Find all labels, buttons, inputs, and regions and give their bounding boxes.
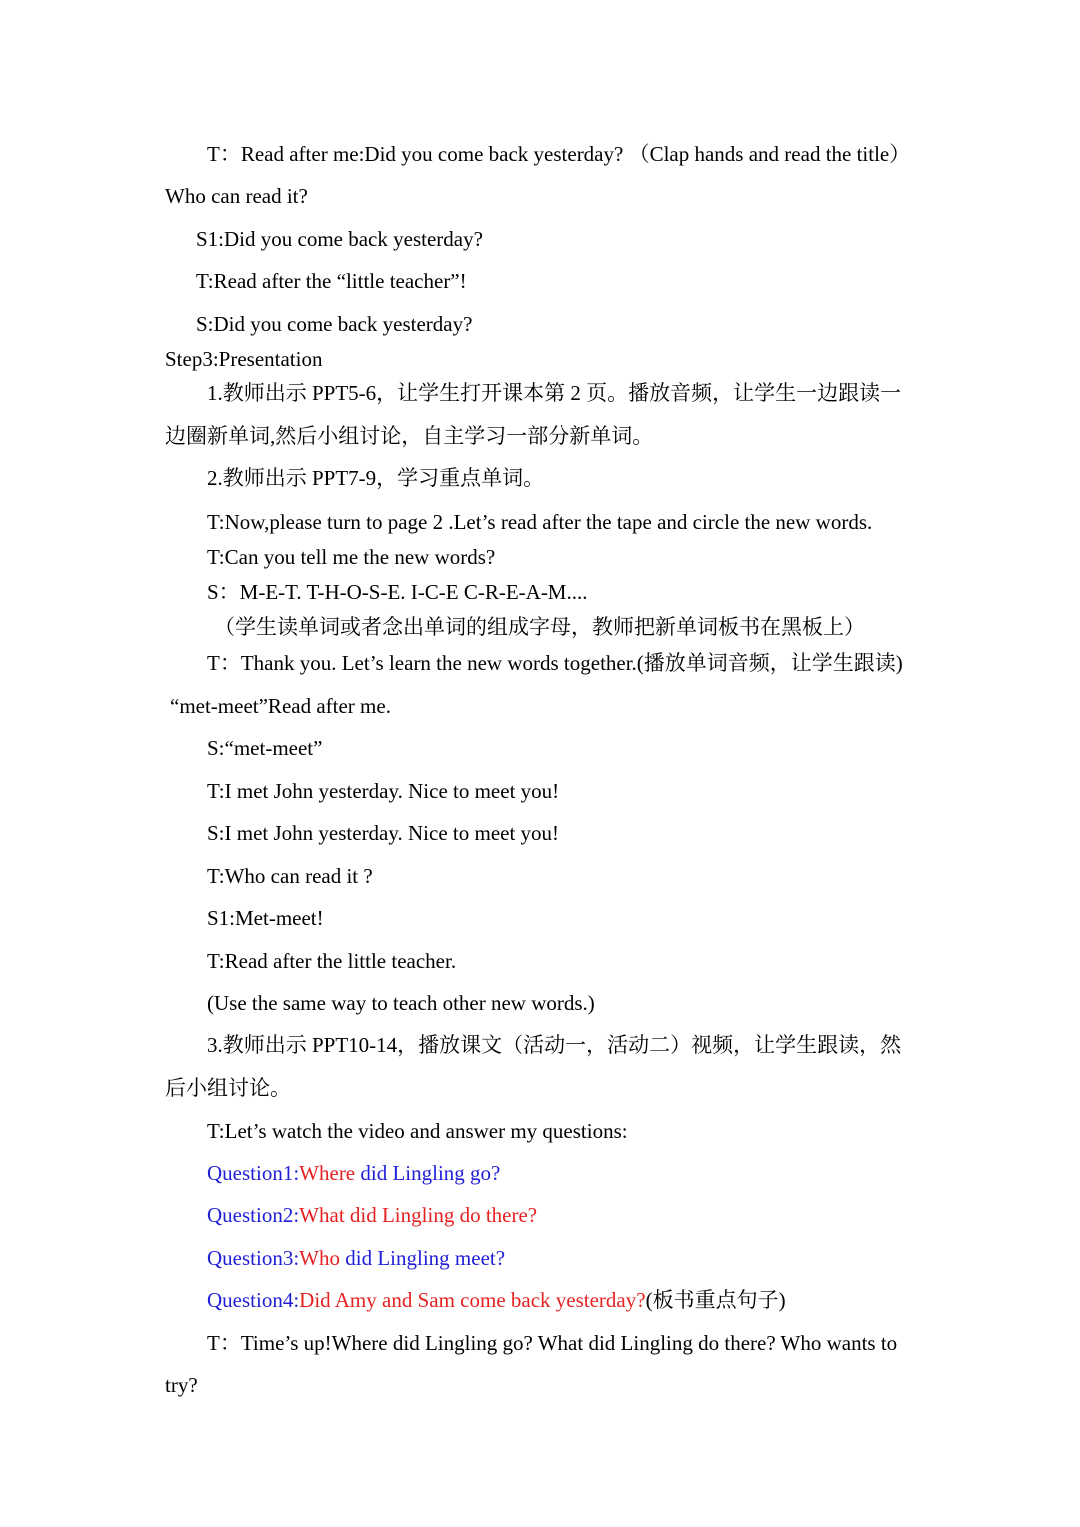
- text-line-24: 后小组讨论。: [165, 1076, 291, 1100]
- text-line-4: T:Read after the “little teacher”!: [196, 269, 467, 293]
- question-3: [207, 1245, 505, 1271]
- text-line-15: “met-meet”Read after me.: [170, 694, 391, 718]
- text-line-10: T:Now,please turn to page 2 .Let’s read after the tape and circle the new words.: [207, 510, 873, 534]
- text-line-17: T:I met John yesterday. Nice to meet you!: [207, 779, 560, 803]
- text-line-9: 2.教师出示 PPT7-9，学习重点单词。: [207, 466, 545, 490]
- question-4-text: Amy and Sam come back yesterday?: [330, 1288, 646, 1312]
- question-3-text: did Lingling meet?: [340, 1246, 506, 1270]
- section-heading: Step3:Presentation: [165, 347, 323, 371]
- question-2-keyword: What did Lingling do there?: [299, 1203, 538, 1227]
- text-line-8: 边圈新单词,然后小组讨论，自主学习一部分新单词。: [165, 424, 654, 448]
- question-3-label: Question3:: [207, 1246, 300, 1270]
- question-4-note: (板书重点句子): [645, 1288, 786, 1312]
- text-line-3: S1:Did you come back yesterday?: [196, 227, 483, 251]
- text-line-20: S1:Met-meet!: [207, 906, 324, 930]
- question-4: [207, 1287, 786, 1313]
- text-line-11: T:Can you tell me the new words?: [207, 545, 496, 569]
- text-line-16: S:“met-meet”: [207, 736, 323, 760]
- question-1-keyword: Where: [299, 1161, 356, 1185]
- text-line-14: T：Thank you. Let’s learn the new words together.(播放单词音频，让学生跟读): [207, 651, 903, 675]
- text-line-19: T:Who can read it ?: [207, 864, 373, 888]
- question-4-label: Question4:: [207, 1288, 300, 1312]
- text-line-12: S：M-E-T. T-H-O-S-E. I-C-E C-R-E-A-M....: [207, 580, 588, 604]
- question-1: [207, 1160, 500, 1186]
- text-line-5: S:Did you come back yesterday?: [196, 312, 473, 336]
- text-line-13: （学生读单词或者念出单词的组成字母，教师把新单词板书在黑板上）: [214, 615, 865, 639]
- text-line-27: try?: [165, 1373, 198, 1397]
- question-1-text: did Lingling go?: [355, 1161, 501, 1185]
- text-line-22: (Use the same way to teach other new words.): [207, 991, 595, 1015]
- text-line-1: T：Read after me:Did you come back yesterday? （Clap hands and read the title）: [207, 142, 911, 166]
- text-line-23: 3.教师出示 PPT10-14，播放课文（活动一，活动二）视频，让学生跟读，然: [207, 1033, 902, 1057]
- text-line-21: T:Read after the little teacher.: [207, 949, 457, 973]
- text-line-25: T:Let’s watch the video and answer my questions:: [207, 1119, 628, 1143]
- question-4-keyword: Did: [299, 1288, 331, 1312]
- question-1-label: Question1:: [207, 1161, 300, 1185]
- text-line-26: T：Time’s up!Where did Lingling go? What did Lingling do there? Who wants to: [207, 1331, 898, 1355]
- question-2-label: Question2:: [207, 1203, 300, 1227]
- text-line-18: S:I met John yesterday. Nice to meet you!: [207, 821, 560, 845]
- text-line-7: 1.教师出示 PPT5-6，让学生打开课本第 2 页。播放音频，让学生一边跟读一: [207, 381, 902, 405]
- text-line-2: Who can read it?: [165, 184, 308, 208]
- question-3-keyword: Who: [299, 1246, 340, 1270]
- question-2: [207, 1202, 537, 1228]
